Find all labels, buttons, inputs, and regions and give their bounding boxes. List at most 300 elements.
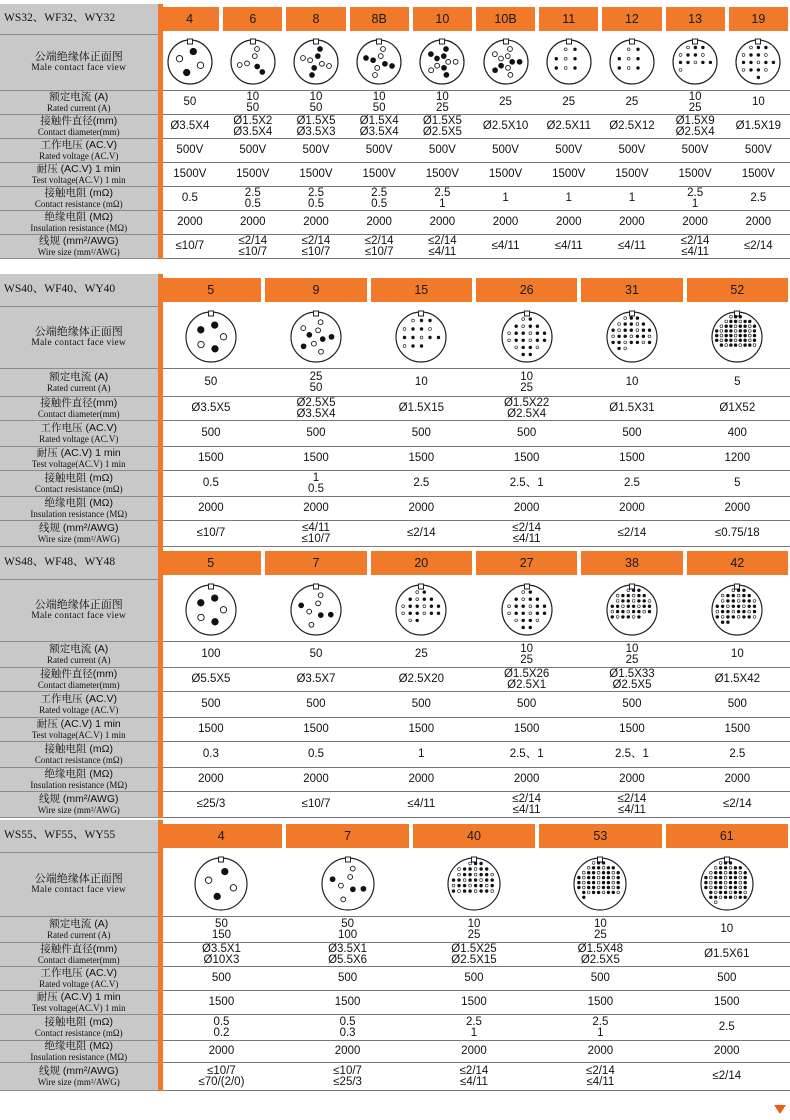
value-line: 0.5 xyxy=(307,482,324,495)
spec-value-diameter xyxy=(221,115,284,139)
face-view-cell xyxy=(411,852,537,917)
value-line: Ø3.5X1 xyxy=(328,942,368,955)
row-label-insulation: 绝缘电阻 (MΩ) Insulation resistance (MΩ) xyxy=(0,497,158,521)
page-corner-marker xyxy=(774,1105,786,1114)
value-line: Ø3.5X4 xyxy=(170,120,210,132)
spec-value-insulation xyxy=(284,211,347,235)
spec-value-voltage xyxy=(664,139,727,163)
value-line: 2000 xyxy=(408,773,435,785)
value-line: Ø2.5X1 xyxy=(507,678,547,691)
value-line: 5 xyxy=(734,477,741,489)
spec-value-current xyxy=(284,91,347,115)
value-line: ≤10/7 xyxy=(238,245,268,258)
value-line: 1 xyxy=(628,192,636,204)
value-line: 1 xyxy=(565,192,572,204)
value-line: 2000 xyxy=(513,502,540,514)
contact-face-icon xyxy=(604,34,660,90)
spec-value-diameter xyxy=(579,668,684,692)
value-line: 150 xyxy=(211,928,232,941)
value-line: Ø1.5X61 xyxy=(704,948,750,960)
contact-face-icon xyxy=(288,34,344,90)
spec-value-insulation xyxy=(664,211,727,235)
value-line: 2000 xyxy=(366,216,392,228)
value-line: 2.5 xyxy=(623,477,640,489)
spec-value-test xyxy=(411,163,474,187)
spec-value-resistance xyxy=(411,1015,537,1041)
spec-value-wire xyxy=(664,235,727,259)
spec-value-insulation xyxy=(537,1041,663,1063)
value-line: 500V xyxy=(302,144,330,156)
value-line: ≤4/11 xyxy=(460,1075,488,1088)
row-label-voltage: 工作电压 (AC.V) Rated voltage (AC.V) xyxy=(0,139,158,163)
spec-value-test xyxy=(263,447,368,471)
value-line: Ø2.5X5 xyxy=(422,125,462,138)
spec-section xyxy=(0,547,790,818)
spec-value-resistance xyxy=(158,742,263,768)
spec-value-diameter xyxy=(158,668,263,692)
face-view-cell xyxy=(158,34,221,91)
row-label-resistance: 接触电阻 (mΩ) Contact resistance (mΩ) xyxy=(0,187,158,211)
value-line: ≤2/14 xyxy=(512,792,541,805)
spec-value-test xyxy=(474,163,537,187)
contact-face-icon xyxy=(316,852,380,916)
row-label-resistance: 接触电阻 (mΩ) Contact resistance (mΩ) xyxy=(0,742,158,768)
spec-value-voltage xyxy=(411,139,474,163)
value-line: 500V xyxy=(555,144,583,156)
face-view-cell xyxy=(579,306,684,369)
value-line: 2000 xyxy=(208,1045,235,1057)
value-line: Ø3.5X1 xyxy=(201,942,241,955)
spec-value-voltage xyxy=(263,692,368,718)
spec-value-insulation xyxy=(579,768,684,792)
spec-value-resistance xyxy=(369,471,474,497)
face-view-cell xyxy=(158,579,263,642)
value-line: 2000 xyxy=(198,502,224,514)
value-line: 2000 xyxy=(745,216,772,228)
spec-value-insulation xyxy=(284,1041,410,1063)
spec-value-current xyxy=(579,369,684,397)
spec-value-wire xyxy=(579,521,684,547)
spec-value-resistance xyxy=(664,187,727,211)
value-line: 25 xyxy=(593,928,607,941)
spec-value-current xyxy=(537,91,600,115)
spec-value-wire xyxy=(727,235,790,259)
value-line: Ø1.5X5 xyxy=(296,114,336,127)
spec-value-wire xyxy=(411,1063,537,1091)
spec-value-voltage xyxy=(474,421,579,447)
pin-count-header: 12 xyxy=(602,7,661,31)
value-line: 2.5、1 xyxy=(509,477,544,489)
row-label-test: 耐压 (AC.V) 1 min Test voltage(AC.V) 1 min xyxy=(0,991,158,1015)
value-line: ≤10/7 xyxy=(301,245,331,258)
spec-value-diameter xyxy=(369,397,474,421)
value-line: Ø1.5X22 xyxy=(503,396,550,409)
spec-value-diameter xyxy=(474,668,579,692)
spec-value-current xyxy=(474,91,537,115)
spec-value-insulation xyxy=(600,211,663,235)
value-line: 50 xyxy=(309,648,323,660)
spec-value-resistance xyxy=(579,471,684,497)
value-line: 2.5、1 xyxy=(509,748,544,760)
spec-value-resistance xyxy=(474,471,579,497)
value-line: Ø2.5X10 xyxy=(482,120,529,132)
spec-value-current xyxy=(685,642,790,668)
spec-value-insulation xyxy=(474,497,579,521)
value-line: 10 xyxy=(625,642,639,655)
value-line: 2000 xyxy=(334,1045,361,1057)
contact-face-icon xyxy=(496,306,558,368)
value-line: 1500V xyxy=(236,168,270,180)
row-label-face: 公端绝缘体正面图 Male contact face view xyxy=(0,34,158,91)
spec-table xyxy=(0,274,790,547)
pin-count-header: 27 xyxy=(476,551,577,575)
value-line: Ø1.5X5 xyxy=(422,114,462,127)
value-line: 1500V xyxy=(615,168,649,180)
pin-count-header: 7 xyxy=(286,824,408,848)
value-line: 500 xyxy=(517,698,537,710)
value-line: 2000 xyxy=(492,216,519,228)
value-line: 1 xyxy=(470,1026,478,1039)
row-label-wire: 线规 (mm²/AWG) Wire size (mm²/AWG) xyxy=(0,235,158,259)
spec-value-current xyxy=(579,642,684,668)
row-label-insulation: 绝缘电阻 (MΩ) Insulation resistance (MΩ) xyxy=(0,768,158,792)
spec-value-wire xyxy=(474,235,537,259)
spec-value-resistance xyxy=(284,187,347,211)
spec-value-wire xyxy=(537,235,600,259)
value-line: 50 xyxy=(341,917,354,930)
value-line: 2000 xyxy=(619,502,645,514)
value-line: 2.5 xyxy=(687,186,704,199)
value-line: 50 xyxy=(309,381,323,394)
contact-face-icon xyxy=(496,579,558,641)
spec-value-current xyxy=(158,91,221,115)
spec-value-wire xyxy=(158,521,263,547)
value-line: ≤4/11 xyxy=(407,798,436,810)
value-line: ≤10/7 xyxy=(364,245,394,258)
value-line: ≤25/3 xyxy=(196,798,226,810)
value-line: 0.5 xyxy=(202,477,219,489)
value-line: 10 xyxy=(625,376,639,388)
value-line: 500 xyxy=(464,972,484,984)
row-label-test: 耐压 (AC.V) 1 min Test voltage(AC.V) 1 min xyxy=(0,447,158,471)
value-line: 2.5 xyxy=(434,186,451,199)
row-label-insulation: 绝缘电阻 (MΩ) Insulation resistance (MΩ) xyxy=(0,1041,158,1063)
value-line: Ø2.5X4 xyxy=(507,407,547,420)
contact-face-icon xyxy=(601,306,663,368)
spec-value-test xyxy=(537,991,663,1015)
value-line: ≤4/11 xyxy=(618,803,646,816)
spec-value-insulation xyxy=(348,211,411,235)
spec-value-test xyxy=(158,163,221,187)
spec-value-resistance xyxy=(369,742,474,768)
value-line: 10 xyxy=(435,90,449,103)
value-line: 500V xyxy=(176,144,204,156)
value-line: 2000 xyxy=(303,773,329,785)
spec-value-diameter xyxy=(685,397,790,421)
series-title: WS32、WF32、WY32 xyxy=(0,4,158,34)
value-line: 500V xyxy=(365,144,393,156)
value-line: 2000 xyxy=(408,502,435,514)
value-line: Ø3.5X3 xyxy=(296,125,336,138)
value-line: Ø1.5X42 xyxy=(714,673,761,685)
value-line: 1500 xyxy=(619,723,645,735)
value-line: 50 xyxy=(183,96,197,108)
spec-value-wire xyxy=(221,235,284,259)
value-line: ≤4/11 xyxy=(512,532,541,545)
value-line: Ø1.5X9 xyxy=(675,114,715,127)
value-line: 500 xyxy=(727,698,747,710)
spec-value-diameter xyxy=(158,943,284,967)
pin-count-header: 8B xyxy=(350,7,409,31)
value-line: 0.3 xyxy=(202,748,219,760)
value-line: 500 xyxy=(201,698,221,710)
row-label-diameter: 接触件直径(mm) Contact diameter(mm) xyxy=(0,668,158,692)
spec-value-test xyxy=(664,991,790,1015)
value-line: 0.5 xyxy=(244,197,261,210)
row-label-face: 公端绝缘体正面图 Male contact face view xyxy=(0,306,158,369)
value-line: Ø3.5X4 xyxy=(233,125,273,138)
value-line: ≤2/14 xyxy=(406,527,436,539)
spec-value-diameter xyxy=(411,115,474,139)
spec-value-resistance xyxy=(284,1015,410,1041)
value-line: 500 xyxy=(517,427,537,439)
value-line: 1500V xyxy=(741,168,775,180)
spec-value-test xyxy=(263,718,368,742)
series-title: WS48、WF48、WY48 xyxy=(0,547,158,579)
spec-value-insulation xyxy=(579,497,684,521)
spec-value-current xyxy=(348,91,411,115)
value-line: 25 xyxy=(520,381,534,394)
value-line: 500 xyxy=(211,972,232,984)
pin-count-header: 10 xyxy=(413,7,472,31)
value-line: 2.5 xyxy=(750,192,767,204)
value-line: Ø3.5X4 xyxy=(359,125,399,138)
spec-section xyxy=(0,820,790,1091)
face-view-cell xyxy=(369,579,474,642)
spec-value-voltage xyxy=(263,421,368,447)
value-line: 1 xyxy=(418,748,425,760)
spec-value-wire xyxy=(600,235,663,259)
spec-value-diameter xyxy=(474,397,579,421)
row-label-current: 额定电流 (A) Rated current (A) xyxy=(0,369,158,397)
spec-value-insulation xyxy=(685,768,790,792)
spec-value-diameter xyxy=(727,115,790,139)
spec-value-voltage xyxy=(685,692,790,718)
value-line: Ø1.5X19 xyxy=(735,120,782,132)
value-line: 2000 xyxy=(682,216,708,228)
value-line: 2000 xyxy=(619,773,645,785)
spec-value-diameter xyxy=(664,115,727,139)
spec-value-resistance xyxy=(474,742,579,768)
spec-value-test xyxy=(369,447,474,471)
value-line: ≤4/11 xyxy=(618,240,646,252)
pin-count-header: 52 xyxy=(687,278,788,302)
pin-count-header: 4 xyxy=(160,824,282,848)
value-line: 1 xyxy=(439,197,446,210)
value-line: ≤2/14 xyxy=(617,527,647,539)
row-label-test: 耐压 (AC.V) 1 min Test voltage(AC.V) 1 min xyxy=(0,718,158,742)
value-line: Ø3.5X5 xyxy=(191,402,231,414)
value-line: Ø2.5X12 xyxy=(609,120,655,132)
spec-value-current xyxy=(474,642,579,668)
spec-value-insulation xyxy=(474,768,579,792)
value-line: 10 xyxy=(414,376,428,388)
spec-value-resistance xyxy=(537,187,600,211)
contact-face-icon xyxy=(189,852,253,916)
face-view-cell xyxy=(369,306,474,369)
value-line: 0.5 xyxy=(181,192,198,204)
value-line: 0.5 xyxy=(371,197,388,210)
face-view-cell xyxy=(263,579,368,642)
value-line: Ø1.5X15 xyxy=(398,402,445,414)
pin-count-header: 9 xyxy=(265,278,366,302)
row-label-insulation: 绝缘电阻 (MΩ) Insulation resistance (MΩ) xyxy=(0,211,158,235)
value-line: 25 xyxy=(499,96,512,108)
spec-value-wire xyxy=(158,235,221,259)
contact-face-icon xyxy=(706,579,768,641)
pin-count-header: 11 xyxy=(539,7,598,31)
value-line: 50 xyxy=(215,917,228,930)
spec-value-resistance xyxy=(579,742,684,768)
value-line: ≤2/14 xyxy=(301,234,331,247)
value-line: 1500 xyxy=(303,452,329,464)
spec-value-current xyxy=(158,369,263,397)
spec-table xyxy=(0,4,790,259)
spec-value-voltage xyxy=(579,421,684,447)
value-line: 100 xyxy=(201,648,221,660)
row-label-face: 公端绝缘体正面图 Male contact face view xyxy=(0,579,158,642)
spec-value-insulation xyxy=(411,1041,537,1063)
spec-value-resistance xyxy=(158,471,263,497)
contact-face-icon xyxy=(390,579,452,641)
value-line: 2000 xyxy=(177,216,203,228)
value-line: 2000 xyxy=(303,216,329,228)
value-line: 500V xyxy=(744,144,772,156)
value-line: 10 xyxy=(309,90,323,103)
spec-value-voltage xyxy=(600,139,663,163)
value-line: 500V xyxy=(618,144,646,156)
pin-count-header: 4 xyxy=(160,7,219,31)
spec-value-wire xyxy=(263,521,368,547)
spec-value-voltage xyxy=(537,967,663,991)
spec-value-wire xyxy=(348,235,411,259)
spec-value-current xyxy=(158,642,263,668)
value-line: ≤2/14 xyxy=(459,1064,489,1077)
spec-value-resistance xyxy=(474,187,537,211)
spec-value-resistance xyxy=(537,1015,663,1041)
value-line: ≤4/11 xyxy=(302,521,330,534)
contact-face-icon xyxy=(285,579,347,641)
spec-value-wire xyxy=(158,1063,284,1091)
value-line: 10 xyxy=(720,923,734,935)
row-label-voltage: 工作电压 (AC.V) Rated voltage (AC.V) xyxy=(0,421,158,447)
spec-value-insulation xyxy=(664,1041,790,1063)
row-label-current: 额定电流 (A) Rated current (A) xyxy=(0,642,158,668)
value-line: 1500 xyxy=(513,452,540,464)
spec-value-insulation xyxy=(369,497,474,521)
value-line: 50 xyxy=(309,101,323,114)
spec-value-insulation xyxy=(158,211,221,235)
contact-face-icon xyxy=(541,34,597,90)
face-view-cell xyxy=(685,306,790,369)
contact-face-icon xyxy=(390,306,452,368)
value-line: Ø5.5X5 xyxy=(191,673,231,685)
spec-value-insulation xyxy=(727,211,790,235)
spec-value-diameter xyxy=(537,115,600,139)
value-line: 1500V xyxy=(173,168,207,180)
spec-value-insulation xyxy=(411,211,474,235)
row-label-test: 耐压 (AC.V) 1 min Test voltage(AC.V) 1 min xyxy=(0,163,158,187)
value-line: 1500 xyxy=(619,452,645,464)
value-line: 10 xyxy=(688,90,702,103)
value-line: 1500 xyxy=(724,723,751,735)
row-label-face: 公端绝缘体正面图 Male contact face view xyxy=(0,852,158,917)
series-title: WS40、WF40、WY40 xyxy=(0,274,158,306)
value-line: Ø1X52 xyxy=(719,402,756,414)
spec-value-voltage xyxy=(221,139,284,163)
value-line: ≤10/7 xyxy=(196,527,226,539)
face-view-cell xyxy=(411,34,474,91)
pin-count-header: 31 xyxy=(581,278,682,302)
spec-value-current xyxy=(369,369,474,397)
row-label-diameter: 接触件直径(mm) Contact diameter(mm) xyxy=(0,943,158,967)
value-line: ≤2/14 xyxy=(680,234,710,247)
value-line: 500 xyxy=(411,427,431,439)
value-line: 50 xyxy=(204,376,218,388)
spec-value-voltage xyxy=(158,692,263,718)
value-line: 1 xyxy=(691,197,699,210)
spec-value-resistance xyxy=(411,187,474,211)
value-line: 500V xyxy=(681,144,709,156)
spec-value-test xyxy=(579,718,684,742)
value-line: ≤4/11 xyxy=(512,803,541,816)
face-view-cell xyxy=(664,852,790,917)
value-line: Ø2.5X15 xyxy=(451,953,497,966)
value-line: 2000 xyxy=(555,216,582,228)
face-view-cell xyxy=(685,579,790,642)
value-line: 500 xyxy=(337,972,358,984)
value-line: 1500V xyxy=(488,168,523,180)
spec-value-test xyxy=(579,447,684,471)
value-line: 0.5 xyxy=(339,1015,356,1028)
value-line: 2000 xyxy=(619,216,645,228)
spec-value-insulation xyxy=(221,211,284,235)
value-line: 1500V xyxy=(425,168,459,180)
spec-section xyxy=(0,4,790,259)
value-line: ≤2/14 xyxy=(512,521,541,534)
value-line: 500 xyxy=(717,972,737,984)
spec-table xyxy=(0,547,790,818)
spec-value-wire xyxy=(369,792,474,818)
value-line: Ø3.5X4 xyxy=(296,407,336,420)
value-line: 2000 xyxy=(587,1045,614,1057)
value-line: 1500V xyxy=(299,168,333,180)
value-line: 2000 xyxy=(461,1045,487,1057)
value-line: ≤0.75/18 xyxy=(714,527,760,539)
value-line: 500V xyxy=(239,144,267,156)
spec-table xyxy=(0,820,790,1091)
value-line: 1500 xyxy=(513,723,540,735)
value-line: 1500 xyxy=(198,723,224,735)
row-label-wire: 线规 (mm²/AWG) Wire size (mm²/AWG) xyxy=(0,521,158,547)
spec-value-test xyxy=(158,447,263,471)
value-line: 1500 xyxy=(303,723,329,735)
value-line: 2.5 xyxy=(729,748,746,760)
spec-value-insulation xyxy=(158,768,263,792)
spec-value-resistance xyxy=(685,742,790,768)
spec-value-voltage xyxy=(474,139,537,163)
spec-value-current xyxy=(221,91,284,115)
